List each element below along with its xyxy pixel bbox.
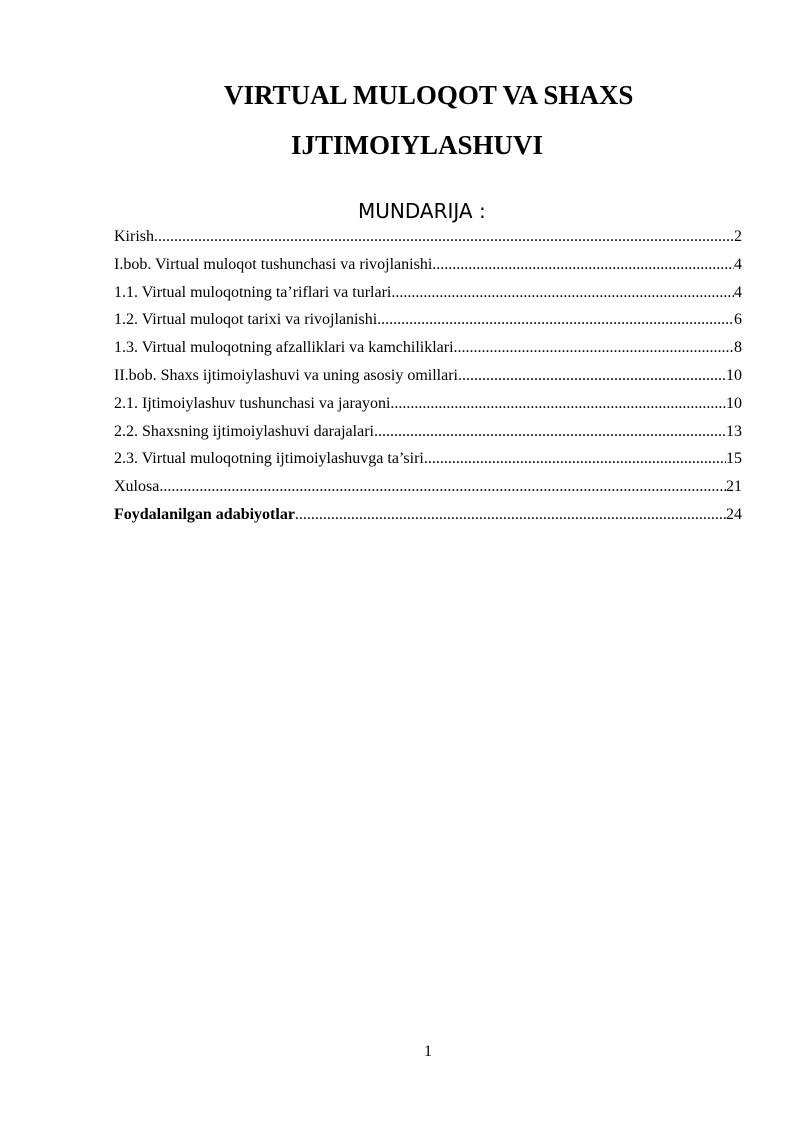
toc-dot-leader [377, 309, 734, 331]
toc-entry-page: 4 [734, 283, 742, 301]
toc-entry [114, 226, 742, 254]
toc-dot-leader [458, 365, 726, 387]
toc-entry [114, 504, 742, 532]
toc-entry-page: 13 [726, 422, 742, 440]
toc-entry-page: 21 [726, 478, 742, 496]
toc-entry-page: 4 [734, 255, 742, 273]
toc-entry-page: 8 [734, 339, 742, 357]
toc-entry [114, 282, 742, 310]
toc-dot-leader [295, 504, 726, 526]
toc-dot-leader [454, 337, 734, 359]
toc-dot-leader [391, 282, 734, 304]
toc-entry-label: Foydalanilgan adabiyotlar [114, 505, 295, 523]
toc-entry [114, 448, 742, 476]
toc-entry-label: II.bob. Shaxs ijtimoiylashuvi va uning asosiy omillari [114, 366, 458, 384]
table-of-contents-heading: MUNDARIJA : [358, 199, 486, 223]
toc-entry [114, 365, 742, 393]
toc-entry-label: 2.2. Shaxsning ijtimoiylashuvi darajalari [114, 422, 374, 440]
toc-entry [114, 476, 742, 504]
toc-entry [114, 337, 742, 365]
toc-dot-leader [374, 421, 726, 443]
document-title-line-1: VIRTUAL MULOQOT VA SHAXS [224, 80, 634, 110]
page-number: 1 [424, 1043, 432, 1060]
toc-entry [114, 393, 742, 421]
toc-dot-leader [154, 226, 734, 248]
toc-entry-label: 2.3. Virtual muloqotning ijtimoiylashuvga ta’siri [114, 450, 424, 468]
toc-entry [114, 309, 742, 337]
toc-dot-leader [424, 448, 726, 470]
toc-dot-leader [432, 254, 734, 276]
toc-dot-leader [159, 476, 726, 498]
toc-dot-leader [390, 393, 726, 415]
toc-entry [114, 421, 742, 449]
toc-entry-label: Kirish [114, 228, 154, 245]
toc-entry-label: 2.1. Ijtimoiylashuv tushunchasi va jarayoni [114, 394, 391, 412]
toc-entry-page: 6 [734, 311, 742, 329]
toc-entry-page: 10 [726, 394, 742, 412]
document-title-line-2: IJTIMOIYLASHUVI [291, 130, 544, 160]
toc-entry-page: 24 [726, 505, 742, 523]
toc-entry-label: I.bob. Virtual muloqot tushunchasi va rivojlanishi [114, 255, 433, 273]
toc-entry [114, 254, 742, 282]
toc-entry-label: 1.1. Virtual muloqotning ta’riflari va turlari [114, 283, 392, 301]
table-of-contents [114, 226, 742, 532]
toc-entry-label: 1.2. Virtual muloqot tarixi va rivojlanishi [114, 311, 378, 329]
toc-entry-page: 10 [726, 366, 742, 384]
toc-entry-page: 2 [734, 228, 742, 245]
toc-entry-page: 15 [726, 450, 742, 468]
toc-entry-label: 1.3. Virtual muloqotning afzalliklari va kamchiliklari [114, 339, 454, 357]
toc-entry-label: Xulosa [114, 478, 160, 496]
